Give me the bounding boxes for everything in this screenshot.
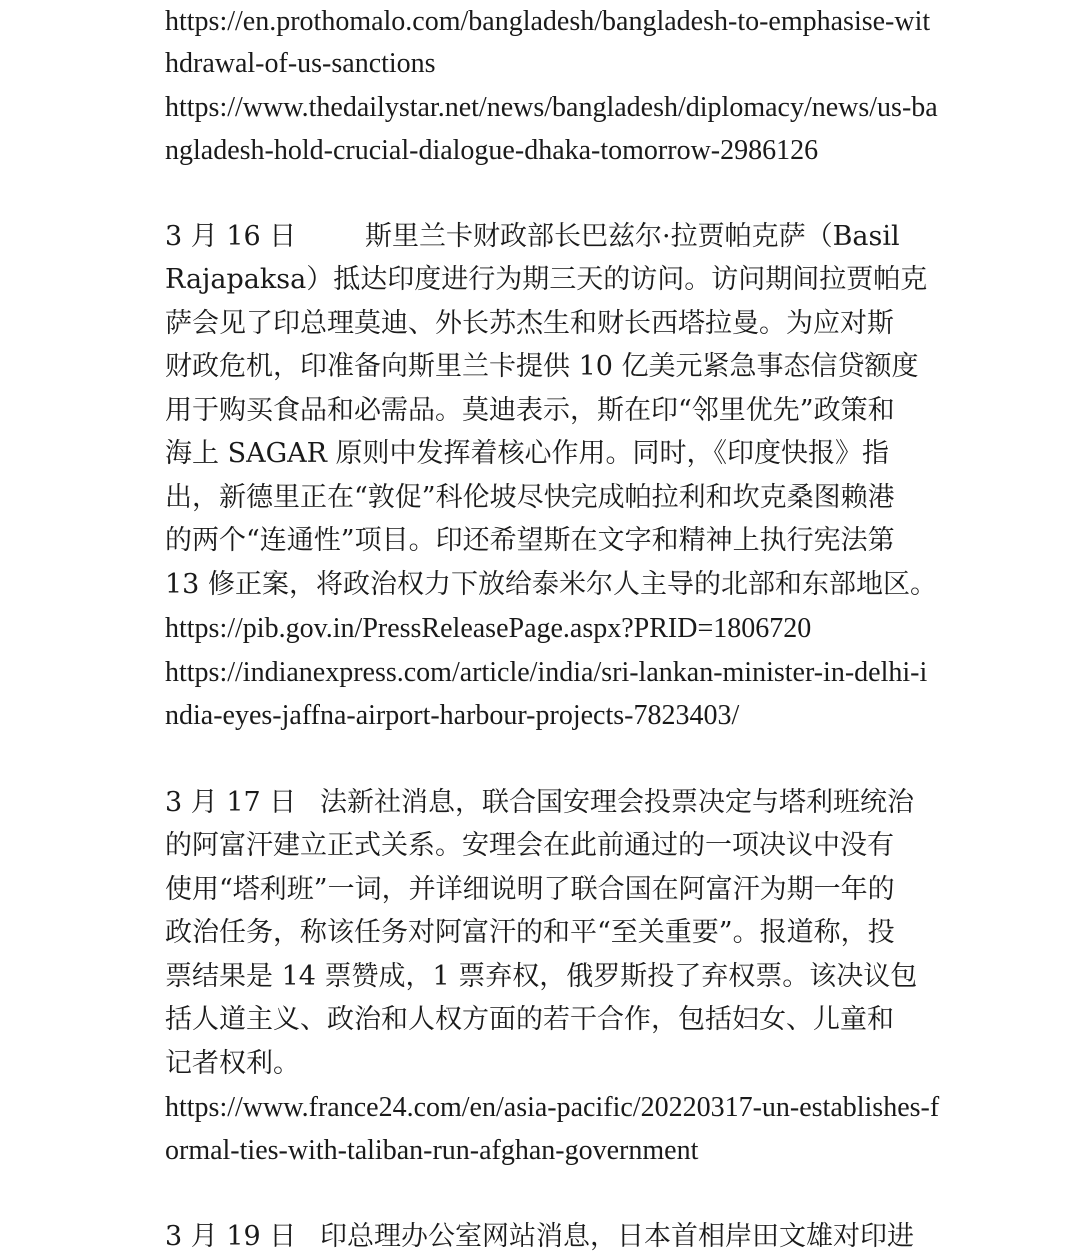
entry-text: 票结果是 14 票赞成，1 票弃权，俄罗斯投了弃权票。该决议包 — [165, 961, 918, 992]
entry-first-line — [165, 781, 925, 825]
source-link[interactable]: https://indianexpress.com/article/india/sri-lankan-minister-in-delhi-i — [165, 657, 928, 688]
entry-text: 记者权利。 — [165, 1048, 300, 1079]
entry-first-line — [165, 215, 925, 259]
entry-text: 海上 SAGAR 原则中发挥着核心作用。同时，《印度快报》指 — [165, 438, 890, 469]
entry-text: 13 修正案，将政治权力下放给泰米尔人主导的北部和东部地区。 — [165, 569, 937, 600]
entry-text: 用于购买食品和必需品。莫迪表示，斯在印“邻里优先”政策和 — [165, 395, 895, 426]
entry-text: 财政危机，印准备向斯里兰卡提供 10 亿美元紧急事态信贷额度 — [165, 351, 919, 382]
entry-text: 斯里兰卡财政部长巴兹尔·拉贾帕克萨（Basil — [365, 221, 900, 252]
entry-date: 3 月 19 日 — [165, 1221, 297, 1252]
source-link[interactable]: https://en.prothomalo.com/bangladesh/bangladesh-to-emphasise-wit — [165, 6, 931, 37]
entry-date: 3 月 16 日 — [165, 221, 297, 252]
source-link-continued[interactable]: hdrawal-of-us-sanctions — [165, 48, 436, 79]
entry-first-line — [165, 1215, 925, 1259]
entry-text: 的阿富汗建立正式关系。安理会在此前通过的一项决议中没有 — [165, 830, 894, 861]
source-link-continued[interactable]: ngladesh-hold-crucial-dialogue-dhaka-tomorrow-2986126 — [165, 135, 819, 166]
source-link[interactable]: https://www.thedailystar.net/news/bangladesh/diplomacy/news/us-ba — [165, 92, 938, 123]
entry-date: 3 月 17 日 — [165, 787, 297, 818]
entry-text: 法新社消息，联合国安理会投票决定与塔利班统治 — [320, 787, 914, 818]
source-link[interactable]: https://pib.gov.in/PressReleasePage.aspx?PRID=1806720 — [165, 613, 812, 644]
source-link-continued[interactable]: ndia-eyes-jaffna-airport-harbour-projects-7823403/ — [165, 700, 740, 731]
entry-text: 印总理办公室网站消息，日本首相岸田文雄对印进 — [320, 1221, 914, 1252]
entry-text: 出，新德里正在“敦促”科伦坡尽快完成帕拉利和坎克桑图赖港 — [165, 482, 895, 513]
entry-text: 政治任务，称该任务对阿富汗的和平“至关重要”。报道称，投 — [165, 917, 895, 948]
source-link[interactable]: https://www.france24.com/en/asia-pacific/20220317-un-establishes-f — [165, 1092, 940, 1123]
entry-text: Rajapaksa）抵达印度进行为期三天的访问。访问期间拉贾帕克 — [165, 264, 928, 295]
entry-text: 括人道主义、政治和人权方面的若干合作，包括妇女、儿童和 — [165, 1004, 894, 1035]
source-link-continued[interactable]: ormal-ties-with-taliban-run-afghan-government — [165, 1135, 699, 1166]
entry-text: 使用“塔利班”一词，并详细说明了联合国在阿富汗为期一年的 — [165, 874, 895, 905]
entry-text: 萨会见了印总理莫迪、外长苏杰生和财长西塔拉曼。为应对斯 — [165, 308, 894, 339]
entry-text: 的两个“连通性”项目。印还希望斯在文字和精神上执行宪法第 — [165, 525, 895, 556]
